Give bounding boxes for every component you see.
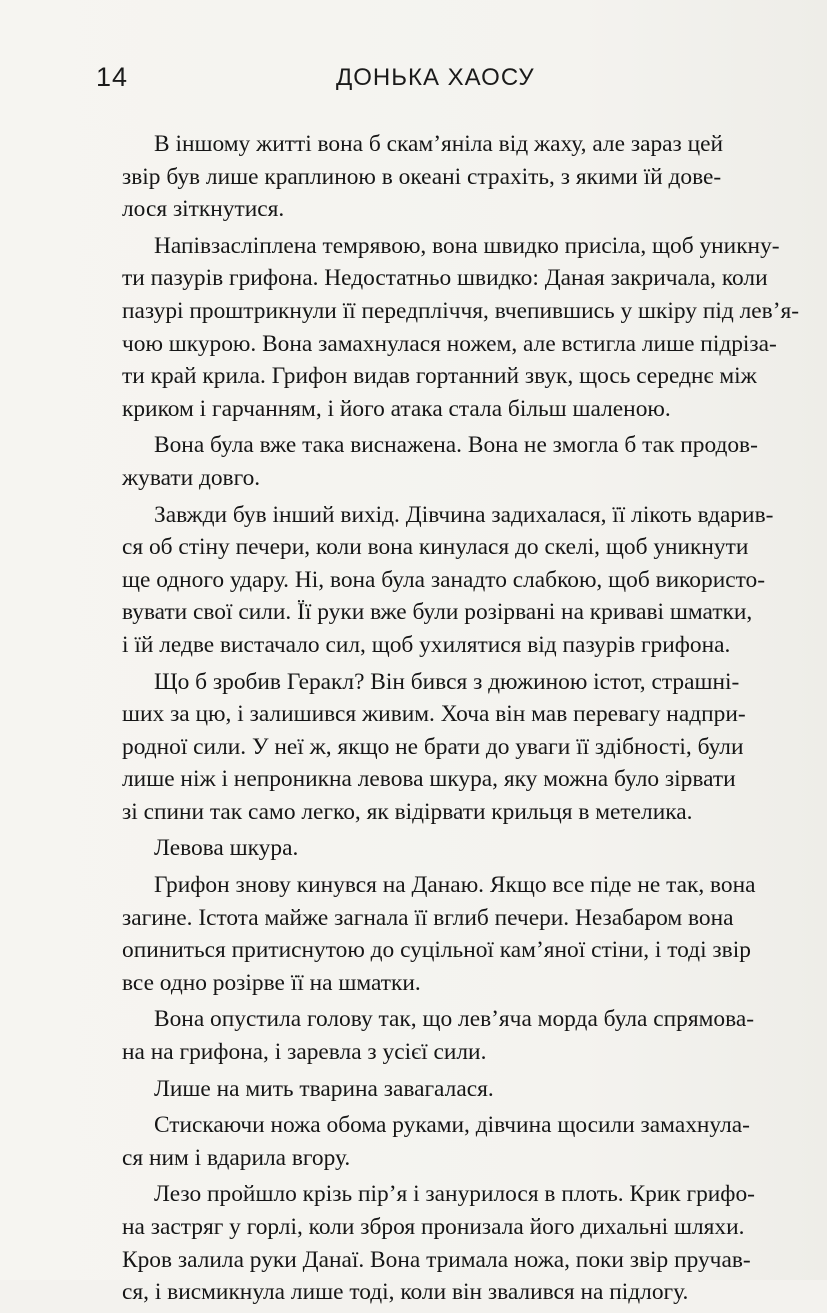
text-line: пазурі проштрикнули її передпліччя, вчепившись у шкіру під лев’я- xyxy=(122,297,800,324)
text-line: родної сили. У неї ж, якщо не брати до уваги її здібності, були xyxy=(122,733,744,760)
text-line: Що б зробив Геракл? Він бився з дюжиною істот, страшні- xyxy=(154,668,740,695)
text-line: Вона була вже така виснажена. Вона не змогла б так продов- xyxy=(154,432,758,459)
text-line: Завжди був інший вихід. Дівчина задихалася, її лікоть вдарив- xyxy=(154,501,774,528)
text-line: В іншому житті вона б скам’яніла від жаху, але зараз цей xyxy=(154,131,724,157)
paragraph xyxy=(90,1178,755,1308)
text-line: ших за цю, і залишився живим. Хоча він мав перевагу надпри- xyxy=(122,701,746,728)
paragraph xyxy=(90,869,756,999)
text-line: Лезо пройшло крізь пір’я і занурилося в плоть. Крик грифо- xyxy=(154,1181,755,1208)
paragraph xyxy=(90,1003,755,1068)
paragraph xyxy=(90,499,774,662)
text-line: Кров залила руки Данаї. Вона тримала ножа, поки звір пручав- xyxy=(122,1246,751,1273)
text-line: Стискаючи ножа обома руками, дівчина щосили замахнула- xyxy=(154,1112,750,1139)
paragraph xyxy=(90,666,746,829)
paragraph xyxy=(90,832,712,865)
paragraph xyxy=(90,1109,750,1174)
text-line: і їй ледве вистачало сил, щоб ухилятися від пазурів грифона. xyxy=(122,631,731,658)
paragraph xyxy=(90,128,724,226)
text-line: вувати свої сили. Її руки вже були розірвані на криваві шматки, xyxy=(122,599,753,626)
text-line: Лише на мить тварина завагалася. xyxy=(154,1075,494,1102)
text-line: звір був лише краплиною в океані страхіть, з якими їй дове- xyxy=(122,163,722,190)
text-line: лише ніж і непроникна левова шкура, яку можна було зірвати xyxy=(122,766,736,793)
paragraph xyxy=(90,429,758,494)
running-title: ДОНЬКА ХАОСУ xyxy=(336,64,535,91)
text-line: на застряг у горлі, коли зброя пронизала його дихальні шляхи. xyxy=(122,1214,745,1240)
text-line: Вона опустила голову так, що лев’яча морда була спрямова- xyxy=(154,1006,755,1033)
text-line: все одно розірве її на шматки. xyxy=(122,969,421,996)
paragraph xyxy=(90,230,800,426)
text-line: ще одного удару. Ні, вона була занадто слабкою, щоб використо- xyxy=(122,566,765,593)
text-line: лося зіткнутися. xyxy=(122,196,285,223)
body-text xyxy=(90,128,800,1313)
text-line: Напівзасліплена темрявою, вона швидко присіла, щоб уникну- xyxy=(154,232,780,259)
text-line: ся ним і вдарила вгору. xyxy=(122,1144,351,1171)
text-line: ся об стіну печери, коли вона кинулася до скелі, щоб уникнути xyxy=(122,534,749,561)
text-line: ти край крила. Грифон видав гортанний звук, щось середнє між xyxy=(122,363,757,390)
text-line: чою шкурою. Вона замахнулася ножем, але встигла лише підрізa- xyxy=(122,330,777,357)
text-line: криком і гарчанням, і його атака стала більш шаленою. xyxy=(122,395,671,422)
text-line: Левова шкура. xyxy=(154,835,299,862)
text-line: на на грифона, і заревла з усієї сили. xyxy=(122,1039,487,1066)
page-number: 14 xyxy=(96,62,129,92)
paragraph xyxy=(90,1073,712,1106)
text-line: ти пазурів грифона. Недостатньо швидко: Даная закричала, коли xyxy=(122,265,768,292)
text-line: ся, і висмикнула лише тоді, коли він звалився на підлогу. xyxy=(122,1279,689,1306)
text-line: жувати довго. xyxy=(122,464,261,491)
text-line: зі спини так само легко, як відірвати крильця в метелика. xyxy=(122,798,693,825)
page-header xyxy=(96,62,706,102)
text-line: опиниться притиснутою до суцільної кам’яної стіни, і тоді звір xyxy=(122,937,751,964)
text-line: загине. Істота майже загнала її вглиб печери. Незабаром вона xyxy=(122,904,734,931)
text-line: Грифон знову кинувся на Данаю. Якщо все піде не так, вона xyxy=(154,872,756,899)
